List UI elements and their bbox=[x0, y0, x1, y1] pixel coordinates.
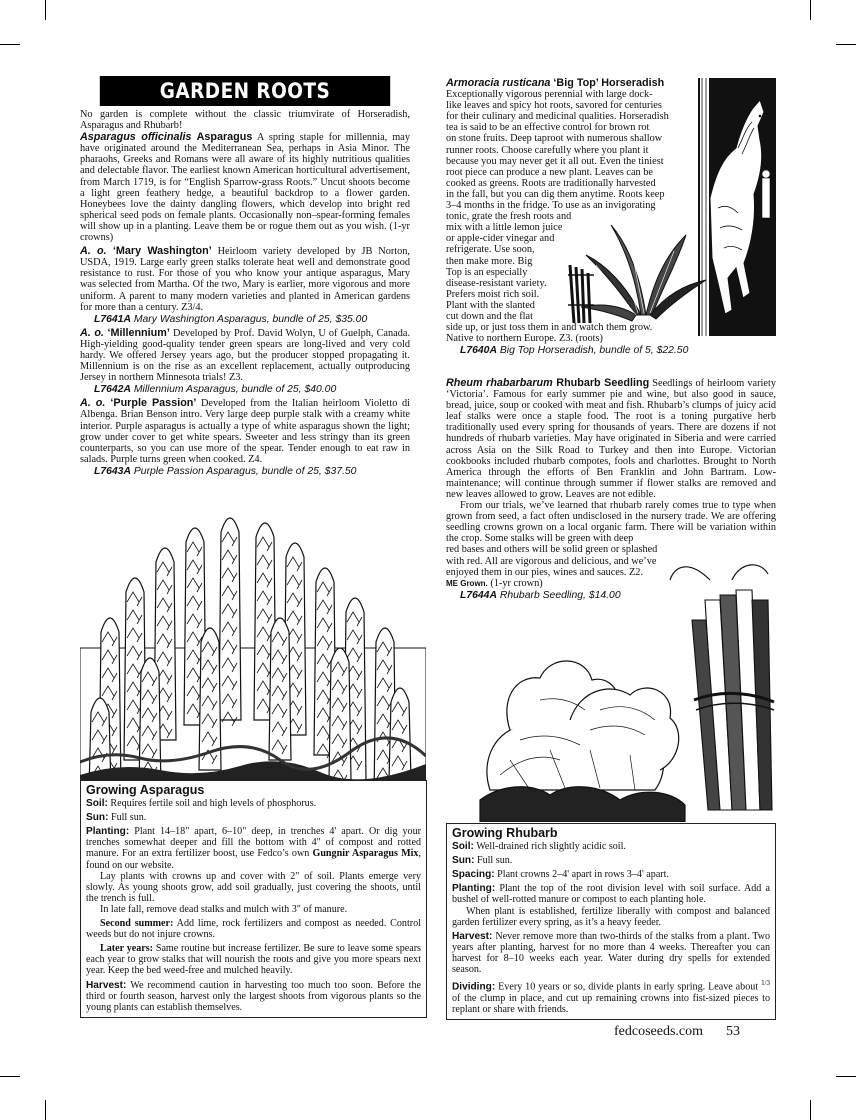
order-line-purple[interactable] bbox=[80, 466, 410, 477]
horseradish-desc-line: like leaves and spicy hot roots, savored for centuries bbox=[446, 100, 662, 112]
label-soil: Soil: bbox=[452, 841, 474, 853]
crop-mark bbox=[45, 1100, 46, 1120]
horseradish-desc-line: tonic, grate the fresh roots and bbox=[446, 211, 572, 223]
left-column bbox=[80, 76, 410, 480]
millennium-desc: Developed by Prof. David Wolyn, U of Guelph, Canada. High-yielding good-quality tender green spears are long-lived and very cold hardy. We offered Jersey years ago, but the producer stopped propagating it. Millennium is on the rise as an excellent replacement, actually outproducing Jersey in northern Minnesota trials! Z3. bbox=[80, 327, 411, 384]
sku: L7642A bbox=[94, 384, 131, 396]
purple-abbr: A. o. bbox=[80, 397, 106, 410]
rhubarb-trials-line: From our trials, we’ve learned that rhubarb rarely comes true to type when grown from seed, a fact often undisclosed in the nursery trade. We are offering seedling crowns grown on a local organic farm. There will be variation within the crop. Some stalks will be green with deep bbox=[446, 500, 776, 545]
rhubarb-name: Rhubarb Seedling bbox=[556, 377, 650, 389]
rhubarb-illustration bbox=[470, 560, 780, 822]
soil-text: Requires fertile soil and high levels of phosphorus. bbox=[110, 798, 317, 810]
fraction: 1/3 bbox=[761, 979, 771, 988]
asparagus-latin: Asparagus officinalis bbox=[80, 131, 192, 144]
asparagus-entry bbox=[80, 132, 410, 243]
horseradish-desc-line: tea is said to be an effective control for brown rot bbox=[446, 122, 650, 134]
label-later-years: Later years: bbox=[100, 943, 154, 955]
harvest-text: Never remove more than two-thirds of the stalks from a plant. Two years after planting, harvest for no more than 4 weeks. Thereafter you can harvest for 8–10 weeks each year. Water during dry spells for extended season. bbox=[452, 930, 770, 976]
page-number: 53 bbox=[726, 1024, 741, 1039]
rhubarb-latin: Rheum rhabarbarum bbox=[446, 377, 553, 389]
planting-text-2: When plant is established, fertilize liberally with compost and balanced garden fertilizer every spring, as it’s a heavy feeder. bbox=[452, 905, 770, 928]
horseradish-desc-line: runner roots. Choose carefully where you plant it bbox=[446, 144, 649, 156]
sku: L7641A bbox=[94, 313, 131, 325]
millennium-abbr: A. o. bbox=[80, 326, 104, 339]
order-text: Rhubarb Seedling, $14.00 bbox=[499, 589, 621, 601]
mary-name: ‘Mary Washington’ bbox=[112, 245, 212, 258]
label-harvest: Harvest: bbox=[86, 979, 127, 991]
horseradish-desc-line: cut down and the flat bbox=[446, 310, 533, 322]
section-title: GARDEN ROOTS bbox=[100, 76, 390, 106]
horseradish-desc-line: mix with a little lemon juice bbox=[446, 222, 563, 234]
order-text: Mary Washington Asparagus, bundle of 25, $35.00 bbox=[133, 313, 368, 325]
purple-entry bbox=[80, 398, 410, 465]
planting-text-2: Lay plants with crowns up and cover with 2" of soil. Plants emerge very slowly. As young shoots grow, add soil gradually, just covering the shoots, until the trench is full. bbox=[86, 870, 421, 904]
dividing-end: of the clump in place, and cut up remaining crowns into fist-sized pieces to replant or share with friends. bbox=[452, 992, 770, 1015]
spacing-text: Plant crowns 2–4' apart in rows 3–4' apart. bbox=[497, 869, 669, 881]
horseradish-desc-line: Top is an especially bbox=[446, 266, 528, 278]
horseradish-desc-line: in the fall, but you can dig them anytime. Roots keep bbox=[446, 188, 665, 200]
crop-mark bbox=[836, 44, 856, 45]
horseradish-desc-line: Native to northern Europe. Z3. (roots) bbox=[446, 333, 603, 345]
horseradish-desc-line: Exceptionally vigorous perennial with large dock- bbox=[446, 89, 653, 101]
asparagus-spear bbox=[389, 688, 411, 780]
mary-entry bbox=[80, 246, 410, 313]
site-link[interactable]: fedcoseeds.com bbox=[614, 1024, 704, 1039]
mary-desc: Heirloom variety developed by JB Norton, USDA, 1919. Large early green stalks tolerate heat well and demonstrate good resistance to rust. For those of you who know your antique asparagus, Mary was selected from Martha. Of the two, Mary is earlier, more vigorous and more uniform. A parent to many modern varieties and planted in American gardens for more than a century. Z3/4. bbox=[80, 246, 410, 313]
crop-mark bbox=[0, 44, 20, 45]
asparagus-spear bbox=[219, 518, 241, 720]
label-harvest: Harvest: bbox=[452, 930, 493, 942]
crop-mark bbox=[836, 1076, 856, 1077]
me-grown-label: ME Grown. bbox=[446, 578, 488, 588]
sun-text: Full sun. bbox=[110, 812, 147, 824]
horseradish-desc-line: 3–4 months in the fridge. To use as an invigorating bbox=[446, 200, 656, 212]
millennium-entry bbox=[80, 328, 410, 383]
label-spacing: Spacing: bbox=[452, 869, 495, 881]
rhubarb-trials-line: enjoyed them in our pies, wines and sauces. Z2. bbox=[446, 566, 644, 578]
horseradish-desc-line: disease-resistant variety. bbox=[446, 277, 547, 289]
label-sun: Sun: bbox=[86, 812, 109, 824]
gungnir-mix: Gungnir Asparagus Mix bbox=[312, 848, 419, 860]
purple-desc: Developed from the Italian heirloom Violetto di Albenga. Brian Benson intro. Very large deep purple stalk with a creamy white interior. Purple asparagus is actually a type of white asparagus shown the light; grow under cover to get white spears. Sweeter and less stringy than its green counterparts, so you can use more of the spear. Tender enough to eat raw in salads. Purple turns green when cooked. Z4. bbox=[80, 398, 410, 465]
mary-abbr: A. o. bbox=[80, 245, 107, 258]
order-text: Purple Passion Asparagus, bundle of 25, $37.50 bbox=[133, 465, 357, 477]
box-title: Growing Rhubarb bbox=[452, 826, 558, 840]
horseradish-desc-line: cooked as greens. Roots are traditionally harvested bbox=[446, 177, 656, 189]
sku: L7640A bbox=[460, 345, 497, 357]
dividing-text: Every 10 years or so, divide plants in early spring. Leave about bbox=[498, 981, 759, 993]
asparagus-name: Asparagus bbox=[196, 131, 253, 144]
sku: L7644A bbox=[460, 589, 497, 601]
horseradish-latin: Armoracia rusticana bbox=[446, 77, 551, 89]
later-text: Same routine but increase fertilizer. Be sure to leave some spears each year to grow stalks that will nourish the roots and give you more spears next year. Keep the bed weed-free and mulched heavily. bbox=[86, 943, 421, 977]
second-text: Add lime, rock fertilizers and compost as needed. Control weeds but do not injure crowns. bbox=[86, 918, 421, 941]
intro-text: No garden is complete without the classic triumvirate of Horseradish, Asparagus and Rhubarb! bbox=[80, 109, 410, 132]
asparagus-desc: A spring staple for millennia, may have originated around the Mediterranean Sea, perhaps in Asia Minor. The pharaohs, Greeks and Romans were all aware of its highly nutritious qualities and delectable flavor. The earliest known American horticultural advertisement, from March 1719, is for “English Sparrow-grass Roots.” Uncut shoots become a light green feathery hedge, a beautiful backdrop to a flower garden. Honeybees love the dainty dangling flowers, which develop into bright red spherical seed pods on female plants. Occasionally non–spear-forming females will show up in a planting. Leave them be or rogue them out as you wish. (1-yr crowns) bbox=[80, 132, 410, 244]
asparagus-illustration bbox=[80, 500, 426, 785]
horseradish-desc-line: Plant with the slanted bbox=[446, 299, 535, 311]
order-text: Millennium Asparagus, bundle of 25, $40.00 bbox=[133, 384, 337, 396]
horseradish-desc-line: then make more. Big bbox=[446, 255, 533, 267]
purple-name: ‘Purple Passion’ bbox=[110, 397, 197, 410]
growing-asparagus-box bbox=[80, 780, 427, 1018]
horseradish-desc-line: refrigerate. Use soon, bbox=[446, 244, 535, 256]
label-planting: Planting: bbox=[86, 826, 130, 838]
rhubarb-trials-line: red bases and others will be solid green or splashed bbox=[446, 544, 658, 556]
horseradish-desc-line: for their culinary and medicinal qualities. Horseradish bbox=[446, 111, 669, 123]
horseradish-desc-line: on stone fruits. Deep taproot with numerous shallow bbox=[446, 133, 663, 145]
horseradish-desc-line: Prefers moist rich soil. bbox=[446, 288, 540, 300]
horseradish-desc-line: root piece can produce a new plant. Leaves can be bbox=[446, 166, 653, 178]
label-sun: Sun: bbox=[452, 855, 475, 867]
planting-text: Plant the top of the root division level with soil surface. Add a bushel of well-rotted manure or compost to each planting hole. bbox=[452, 883, 770, 906]
sku: L7643A bbox=[94, 465, 131, 477]
sun-text: Full sun. bbox=[476, 855, 513, 867]
box-title: Growing Asparagus bbox=[86, 783, 205, 797]
millennium-name: ‘Millennium’ bbox=[107, 326, 170, 339]
crop-mark bbox=[810, 1100, 811, 1120]
planting-text: Plant 14–18" apart, 6–10" deep, in trenches 4' apart. Or dig your trenches somewhat deeper and fill the bottom with 4" of compost and rotted manure. For an extra fertilizer boost, use Fedco’s own bbox=[86, 826, 421, 860]
horseradish-desc-line: side up, or just toss them in and watch them grow. bbox=[446, 322, 653, 334]
order-text: Big Top Horseradish, bundle of 5, $22.50 bbox=[499, 345, 689, 357]
horseradish-plant-illustration bbox=[566, 215, 716, 325]
horseradish-desc-line: or apple-cider vinegar and bbox=[446, 233, 555, 245]
footer bbox=[614, 1024, 740, 1040]
soil-text: Well-drained rich slightly acidic soil. bbox=[476, 841, 626, 853]
crown-text: (1-yr crown) bbox=[490, 577, 543, 589]
planting-text-3: In late fall, remove dead stalks and mulch with 3" of manure. bbox=[100, 903, 348, 915]
label-dividing: Dividing: bbox=[452, 981, 496, 993]
label-soil: Soil: bbox=[86, 798, 108, 810]
growing-rhubarb-box bbox=[446, 823, 776, 1020]
rhubarb-trials-line: with red. All are vigorous and delicious, and we’ve bbox=[446, 555, 657, 567]
order-line-mary[interactable] bbox=[80, 314, 410, 325]
rhubarb-entry bbox=[446, 378, 776, 500]
planting-end: , found on our website. bbox=[86, 848, 422, 871]
order-line-millennium[interactable] bbox=[80, 384, 410, 395]
crop-mark bbox=[810, 0, 811, 20]
order-line-horseradish[interactable] bbox=[446, 345, 776, 356]
horseradish-desc-line: because you may never get it all out. Even the tiniest bbox=[446, 155, 664, 167]
label-second-summer: Second summer: bbox=[100, 918, 174, 930]
crop-mark bbox=[45, 0, 46, 20]
crop-mark bbox=[0, 1076, 20, 1077]
horseradish-name: ‘Big Top’ Horseradish bbox=[553, 77, 665, 89]
rhubarb-desc: Seedlings of heirloom variety ‘Victoria’. Famous for early summer pie and wine, but also good in sauce, bread, juice, soup or cooked with meat and fish. Rhubarb’s clumps of juicy acid leaf stalks were once a staple food. The root is a toning purgative herb traditionally used every spring for thousands of years. There are dozens if not hundreds of rhubarb varieties. May have originated in Siberia and were carried across Asia on the Silk Road to Turkey and then into Europe. Victorian cookbooks included rhubarb compotes, fools and charlottes. Brought to North America through the efforts of Ben Franklin and John Bartram. Low-maintenance; will continue through summer if flower stalks are removed and new leaves allowed to grow. Leaves are not edible. bbox=[446, 378, 776, 500]
harvest-text: We recommend caution in harvesting too much too soon. Before the third or fourth season, harvest only the largest shoots from vigorous plants so the young plants can establish themselves. bbox=[86, 979, 421, 1013]
label-planting: Planting: bbox=[452, 883, 496, 895]
